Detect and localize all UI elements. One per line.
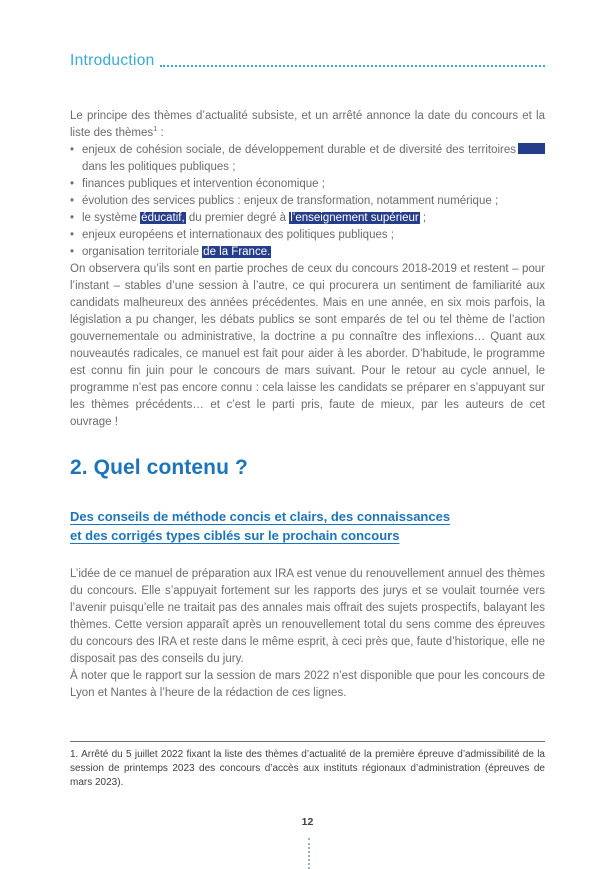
paragraph-content-idea: L’idée de ce manuel de préparation aux IRA est venue du renouvellement annuel des thèmes du concours. Elle s’appuyait fortement sur les rapports des jurys et se voulait tournée vers l’avenir puisqu’elle ne traitait pas des annales mais offrait des sujets prospectifs, balayant les thèmes. Cette version apparaît après un renouvellement total du sens comme des épreuves du concours des IRA et reste dans le même esprit, à ceci près que, faute d’historique, elle ne disposait pas des conseils du jury.	[70, 568, 545, 665]
section-heading: 2. Quel contenu ?	[70, 456, 248, 479]
subheading-line: Des conseils de méthode concis et clairs, des connaissances	[70, 509, 451, 524]
section-header	[70, 52, 545, 70]
page-content	[70, 52, 545, 702]
page-number: 12	[301, 816, 314, 828]
highlighted-text: de la France.	[203, 246, 271, 258]
bullet-item	[70, 227, 545, 244]
bullet-text: organisation territoriale	[82, 246, 203, 258]
bullet-text: finances publiques et intervention économique ;	[82, 178, 325, 190]
paragraph-observation: On observera qu’ils sont en partie proches de ceux du concours 2018-2019 et restent – pour l’instant – stables d’une session à l’autre, ce qui procurera un sentiment de familiarité aux candidats malheureux des années précédentes. Mais en une année, en six mois parfois, la législation a pu changer, les débats publics se sont emparés de tel ou tel thème de l’action gouvernementale ou administrative, la doctrine a pu connaître des inflexions… Quant aux nouveautés radicales, ce manuel est fait pour aider à les aborder. D’habitude, le programme est connu fin juin pour le concours de mars suivant. Pour le retour au cycle annuel, le programme n’est pas encore connu : cela laisse les candidats se préparer en s’appuyant sur les thèmes précédents… et c’est le parti pris, faute de mieux, par les auteurs de cet ouvrage !	[70, 263, 545, 428]
bullet-item	[70, 210, 545, 227]
bullet-text: le système	[82, 212, 141, 224]
bullet-text: enjeux de cohésion sociale, de développement durable et de diversité des territoires	[82, 144, 516, 156]
bullet-item	[70, 142, 545, 176]
paragraph-report-note: À noter que le rapport sur la session de mars 2022 n’est disponible que pour les concours de Lyon et Nantes à l’heure de la rédaction de ces lignes.	[70, 670, 545, 699]
bullet-text: du premier degré à	[185, 212, 290, 224]
footnote-reference: 1	[153, 124, 158, 134]
bullet-text: enjeux européens et internationaux des politiques publiques ;	[82, 229, 394, 241]
section-title: Introduction	[70, 52, 155, 69]
bullet-item	[70, 244, 545, 261]
bullet-list	[70, 142, 545, 261]
highlighted-text: l’enseignement supérieur	[290, 212, 419, 224]
dotted-leader	[160, 65, 545, 67]
paragraph-intro-text: Le principe des thèmes d’actualité subsiste, et un arrêté annonce la date du concours et la liste des thèmes	[70, 110, 545, 139]
bullet-item	[70, 193, 545, 210]
bullet-text: dans les politiques publiques ;	[82, 161, 236, 173]
highlighted-text: éducatif,	[141, 212, 185, 224]
subheading-line: et des corrigés types ciblés sur le prochain concours	[70, 528, 400, 543]
footnote-area	[70, 741, 545, 790]
paragraph-intro	[70, 108, 545, 142]
bullet-text: évolution des services publics : enjeux de transformation, notamment numérique ;	[82, 195, 499, 207]
footnote: 1. Arrêté du 5 juillet 2022 fixant la liste des thèmes d’actualité de la première épreuve d’admissibilité de la session de printemps 2023 des concours d’accès aux instituts régionaux d’administration (épreuves de mars 2023).	[70, 749, 545, 788]
bullet-text: ;	[419, 212, 427, 224]
highlight-box	[518, 143, 545, 154]
section-subheading	[70, 507, 545, 545]
paragraph-intro-suffix: :	[157, 127, 164, 139]
bullet-item	[70, 176, 545, 193]
footer-dotted-line	[308, 838, 310, 869]
